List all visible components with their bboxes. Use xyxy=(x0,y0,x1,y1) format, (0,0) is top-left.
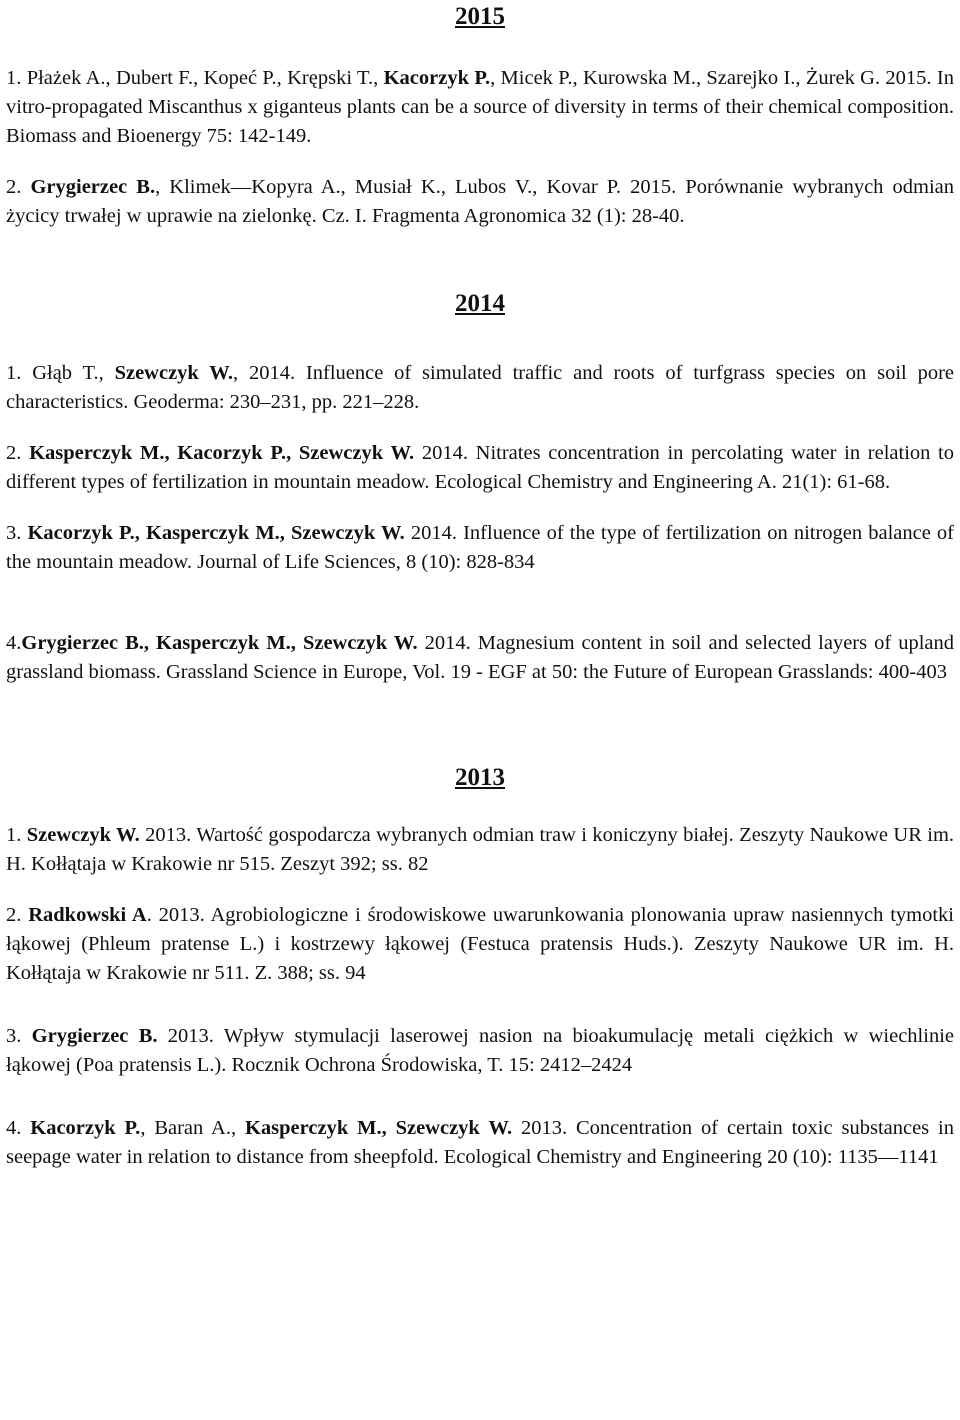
entry-author-highlight: Radkowski A xyxy=(28,904,147,926)
publication-entry xyxy=(6,173,954,231)
year-heading: 2013 xyxy=(455,764,505,791)
year-heading: 2015 xyxy=(455,3,505,30)
entry-author-highlight: Kasperczyk M., Szewczyk W. xyxy=(244,1117,513,1139)
entry-author-highlight: Kacorzyk P. xyxy=(383,67,491,89)
entry-author-highlight: Kacorzyk P., Kasperczyk M., Szewczyk W. xyxy=(27,522,405,544)
publication-entry xyxy=(6,1022,954,1080)
entry-author-highlight: Szewczyk W. xyxy=(26,824,140,846)
entry-text: 2014. Nitrates concentration in percolating water in relation to different types of fertilization in mountain meadow. Ecological Chemistry and Engineering A. 21(1): 61-68. xyxy=(6,442,955,493)
entry-text: 3. xyxy=(6,1025,32,1047)
entry-text: 1. Płażek A., Dubert F., Kopeć P., Krępski T., xyxy=(6,67,384,89)
entry-text: 2. xyxy=(6,442,30,464)
entry-text: 4. xyxy=(6,632,22,654)
entry-text: 1. xyxy=(6,824,27,846)
entry-text: , Klimek—Kopyra A., Musiał K., Lubos V., Kovar P. 2015. Porównanie wybranych odmian życicy trwałej w uprawie na zielonkę. Cz. I. Fragmenta Agronomica 32 (1): 28-40. xyxy=(6,176,954,227)
entry-text: , 2014. Influence of simulated traffic and roots of turfgrass species on soil pore characteristics. Geoderma: 230–231, pp. 221–228. xyxy=(6,362,955,413)
publication-entry xyxy=(6,629,954,687)
entry-text: 3. xyxy=(6,522,28,544)
entry-author-highlight: Kacorzyk P. xyxy=(30,1117,141,1139)
year-heading: 2014 xyxy=(455,290,505,317)
publication-entry xyxy=(6,901,954,988)
entry-text: 4. xyxy=(6,1117,31,1139)
entry-author-highlight: Szewczyk W. xyxy=(114,362,234,384)
entry-text: 2013. Wpływ stymulacji laserowej nasion na bioakumulację metali ciężkich w wiechlinie łąkowej (Poa pratensis L.). Rocznik Ochrona Środowiska, T. 15: 2412–2424 xyxy=(6,1025,954,1076)
entry-text: , Baran A., xyxy=(140,1117,245,1139)
entry-text: 2013. Concentration of certain toxic substances in seepage water in relation to distance from sheepfold. Ecological Chemistry and Engineering 20 (10): 1135—1141 xyxy=(6,1117,954,1168)
entry-text: 2014. Influence of the type of fertilization on nitrogen balance of the mountain meadow. Journal of Life Sciences, 8 (10): 828-834 xyxy=(6,522,955,573)
entry-author-highlight: Grygierzec B. xyxy=(30,176,156,198)
publication-entry xyxy=(6,359,954,417)
entry-text: 2013. Wartość gospodarcza wybranych odmian traw i koniczyny białej. Zeszyty Naukowe UR im. H. Kołłątaja w Krakowie nr 515. Zeszyt 392; ss. 82 xyxy=(6,824,955,875)
publication-entry xyxy=(6,519,954,577)
publication-entry xyxy=(6,439,954,497)
entry-author-highlight: Grygierzec B., Kasperczyk M., Szewczyk W. xyxy=(21,632,418,654)
entry-text: , Micek P., Kurowska M., Szarejko I., Żurek G. 2015. In vitro-propagated Miscanthus x giganteus plants can be a source of diversity in terms of their chemical composition. Biomass and Bioenergy 75: 142-149. xyxy=(6,67,954,147)
entry-text: 2. xyxy=(6,904,29,926)
entry-text: . 2013. Agrobiologiczne i środowiskowe uwarunkowania plonowania upraw nasiennych tymotki łąkowej (Phleum pratense L.) i kostrzewy łąkowej (Festuca pratensis Huds.). Zeszyty Naukowe UR im. H. Kołłątaja w Krakowie nr 511. Z. 388; ss. 94 xyxy=(6,904,955,984)
publication-entry xyxy=(6,1114,954,1172)
entry-author-highlight: Grygierzec B. xyxy=(31,1025,158,1047)
entry-author-highlight: Kasperczyk M., Kacorzyk P., Szewczyk W. xyxy=(29,442,415,464)
entry-text: 2. xyxy=(6,176,31,198)
publication-entry xyxy=(6,64,954,151)
entry-text: 2014. Magnesium content in soil and selected layers of upland grassland biomass. Grassland Science in Europe, Vol. 19 - EGF at 50: the Future of European Grasslands: 400-403 xyxy=(6,632,954,683)
publication-entry xyxy=(6,821,954,879)
entry-text: 1. Głąb T., xyxy=(6,362,115,384)
